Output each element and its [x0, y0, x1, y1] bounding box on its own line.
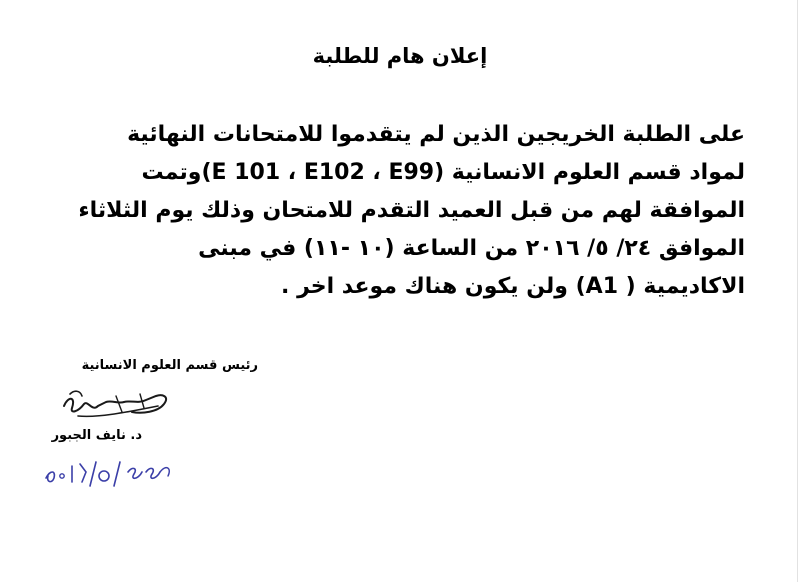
announcement-title: إعلان هام للطلبة — [312, 44, 488, 68]
handwritten-date — [42, 452, 178, 492]
announcement-body — [78, 116, 745, 306]
body-line: الموافقة لهم من قبل العميد التقدم للامتحان وذلك يوم الثلاثاء — [78, 198, 745, 223]
signatory-name: د. نايف الجبور — [51, 428, 142, 443]
body-line: على الطلبة الخريجين الذين لم يتقدموا للامتحانات النهائية — [127, 122, 745, 147]
body-line: الموافق ٢٤/ ٥/ ٢٠١٦ من الساعة (١٠ -١١) في مبنى — [198, 236, 745, 261]
handwritten-signature — [58, 382, 188, 430]
scan-edge — [797, 0, 798, 582]
body-line: لمواد قسم العلوم الانسانية (E 101 ، E102 ، E99)وتمت — [141, 160, 745, 185]
body-line: الاكاديمية ( A1) ولن يكون هناك موعد اخر . — [281, 274, 745, 299]
department-head-title: رئيس قسم العلوم الانسانية — [81, 358, 258, 373]
